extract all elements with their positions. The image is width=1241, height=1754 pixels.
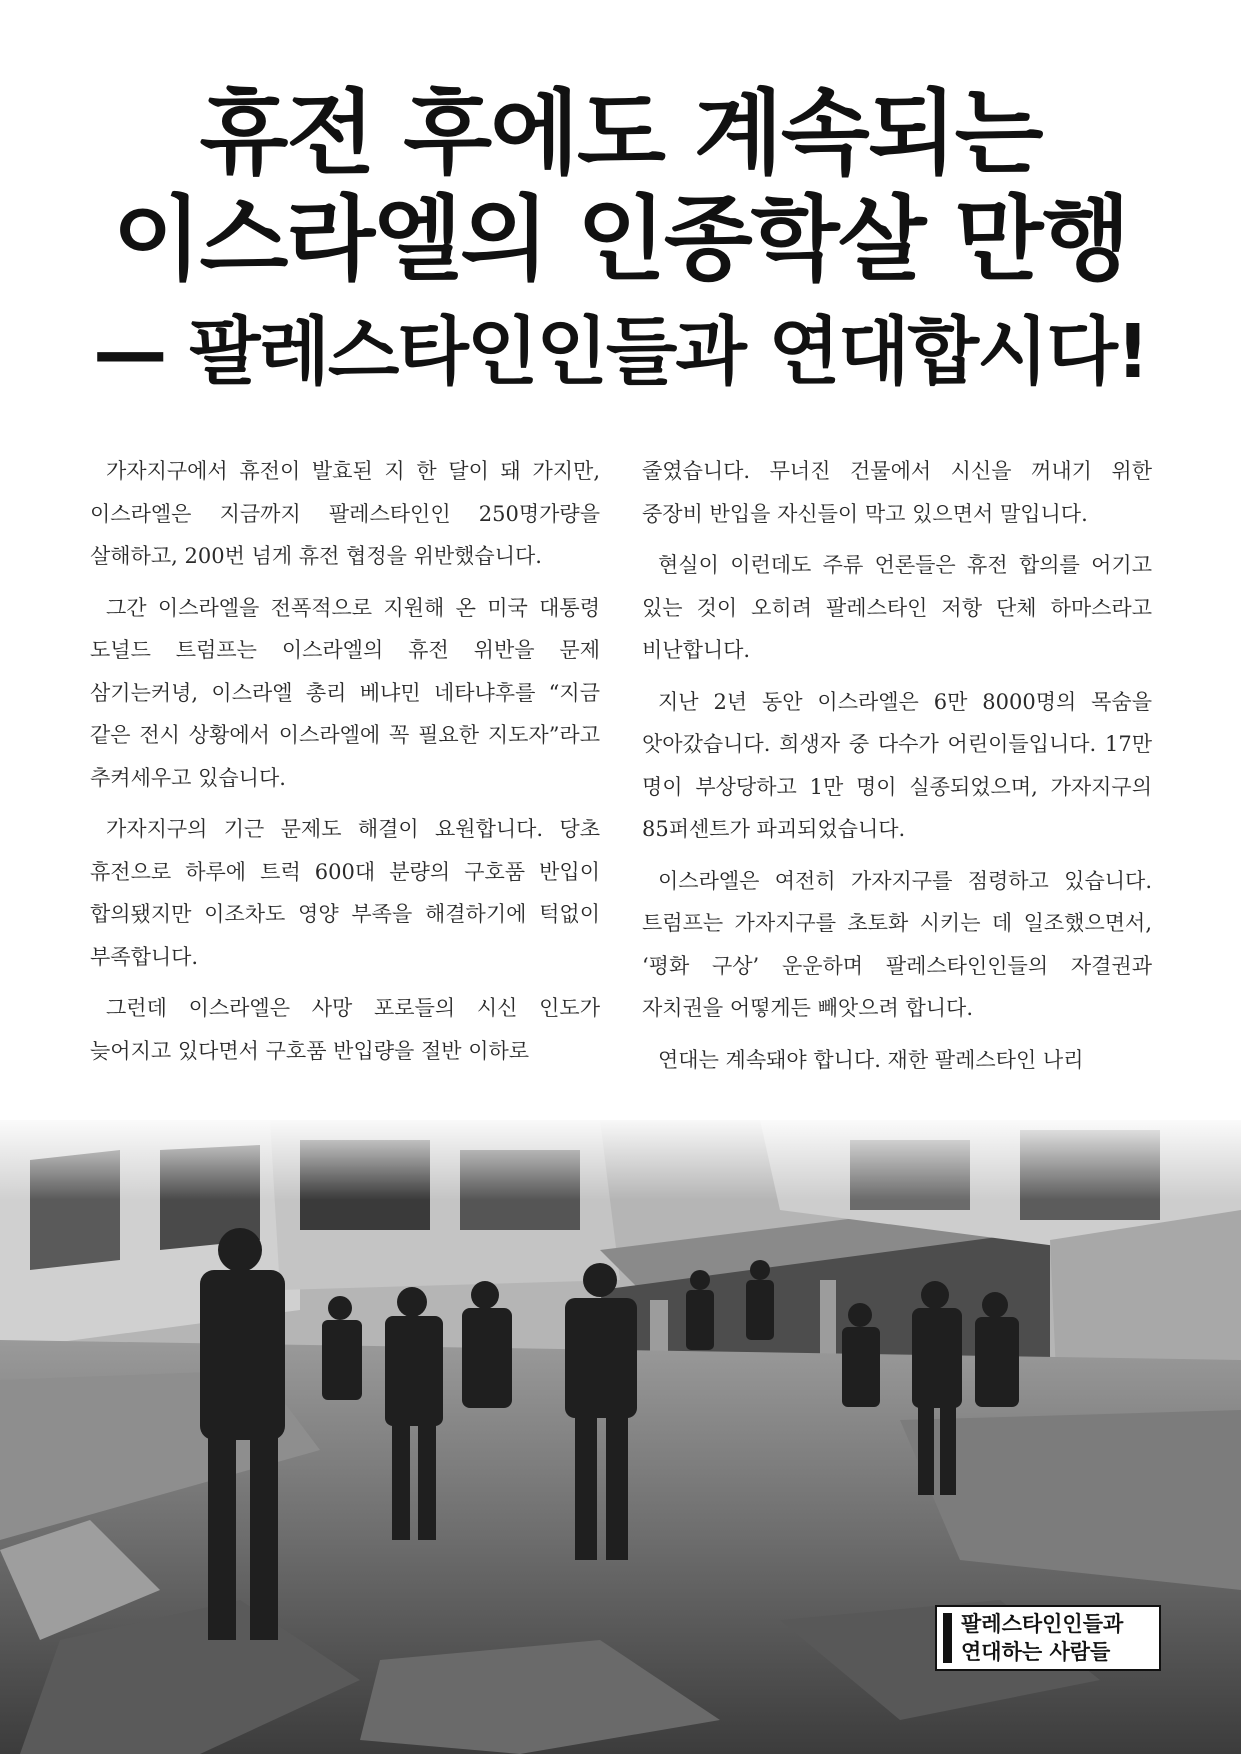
headline-line-3: — 팔레스타인인들과 연대합시다! <box>93 309 1148 395</box>
paragraph: 연대는 계속돼야 합니다. 재한 팔레스타인 나리 <box>658 1047 1084 1072</box>
paragraph: 가자지구에서 휴전이 발효된 지 한 달이 돼 가지만, 이스라엘은 지금까지 팔레스타인인 250명가량을 살해하고, 200번 넘게 휴전 협정을 위반했습니다. <box>90 459 600 568</box>
paragraph: 지난 2년 동안 이스라엘은 6만 8000명의 목숨을 앗아갔습니다. 희생자 중 다수가 어린이들입니다. 17만 명이 부상당하고 1만 명이 실종되었으며, 가자지구의 85퍼센트가 파괴되었습니다. <box>642 689 1152 841</box>
paragraph-continued: 줄였습니다. 무너진 건물에서 시신을 꺼내기 위한 중장비 반입을 자신들이 막고 있으면서 말입니다. <box>642 459 1152 526</box>
headline-line-2: 이스라엘의 인종학살 만행 <box>112 186 1129 293</box>
paragraph: 가자지구의 기근 문제도 해결이 요원합니다. 당초 휴전으로 하루에 트럭 600대 분량의 구호품 반입이 합의됐지만 이조차도 영양 부족을 해결하기에 턱없이 부족합니다. <box>90 817 600 969</box>
badge-line-1: 팔레스타인인들과 <box>961 1612 1124 1636</box>
right-column <box>642 450 1152 1090</box>
organization-badge <box>935 1605 1161 1671</box>
headline-line-1: 휴전 후에도 계속되는 <box>199 80 1042 187</box>
headline <box>0 80 1241 402</box>
paragraph: 현실이 이런데도 주류 언론들은 휴전 합의를 어기고 있는 것이 오히려 팔레스타인 저항 단체 하마스라고 비난합니다. <box>642 553 1152 662</box>
paragraph: 그간 이스라엘을 전폭적으로 지원해 온 미국 대통령 도널드 트럼프는 이스라엘의 휴전 위반을 문제 삼기는커녕, 이스라엘 총리 베냐민 네타냐후를 “지금 같은 전시 상황에서 이스라엘에 꼭 필요한 지도자”라고 추켜세우고 있습니다. <box>90 595 600 790</box>
badge-bar <box>943 1613 952 1663</box>
paragraph: 그런데 이스라엘은 사망 포로들의 시신 인도가 늦어지고 있다면서 구호품 반입량을 절반 이하로 <box>90 996 600 1063</box>
paragraph: 이스라엘은 여전히 가자지구를 점령하고 있습니다. 트럼프는 가자지구를 초토화 시키는 데 일조했으면서, ‘평화 구상’ 운운하며 팔레스타인인들의 자결권과 자치권을 어떻게든 빼앗으려 합니다. <box>642 868 1152 1020</box>
badge-line-2: 연대하는 사람들 <box>961 1640 1111 1664</box>
article-body <box>90 450 1152 1090</box>
left-column <box>90 450 600 1090</box>
photo-fade <box>0 1090 1241 1200</box>
